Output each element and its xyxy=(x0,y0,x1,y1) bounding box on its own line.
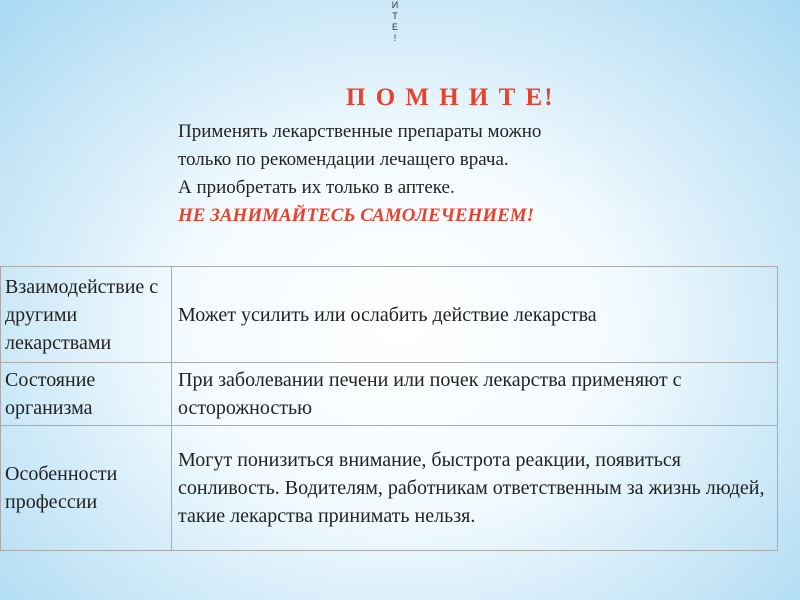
vertical-char: И xyxy=(391,0,399,10)
message-line: Применять лекарственные препараты можно xyxy=(178,121,542,142)
message-line: А приобретать их только в аптеке. xyxy=(178,177,455,198)
row-text: Могут понизиться внимание, быстрота реакции, появиться сонливость. Водителям, работникам ответственным за жизнь людей, такие лекарства принимать нельзя. xyxy=(172,426,778,551)
vertical-char: Е xyxy=(391,22,398,32)
vertical-char: Т xyxy=(392,11,398,21)
table-row xyxy=(1,363,778,426)
warning-text: НЕ ЗАНИМАЙТЕСЬ САМОЛЕЧЕНИЕМ! xyxy=(178,205,535,226)
page-title: П О М Н И Т Е! xyxy=(346,84,555,111)
vertical-text-fragment xyxy=(386,0,404,44)
info-table xyxy=(0,266,778,551)
row-label: Взаимодействие с другими лекарствами xyxy=(1,267,172,363)
reminder-message xyxy=(178,118,738,230)
row-label: Особенности профессии xyxy=(1,426,172,551)
row-label: Состояние организма xyxy=(1,363,172,426)
table-row xyxy=(1,426,778,551)
row-text: Может усилить или ослабить действие лекарства xyxy=(172,267,778,363)
row-text: При заболевании печени или почек лекарства применяют с осторожностью xyxy=(172,363,778,426)
table-row xyxy=(1,267,778,363)
vertical-char: ! xyxy=(393,33,397,43)
message-line: только по рекомендации лечащего врача. xyxy=(178,149,509,170)
